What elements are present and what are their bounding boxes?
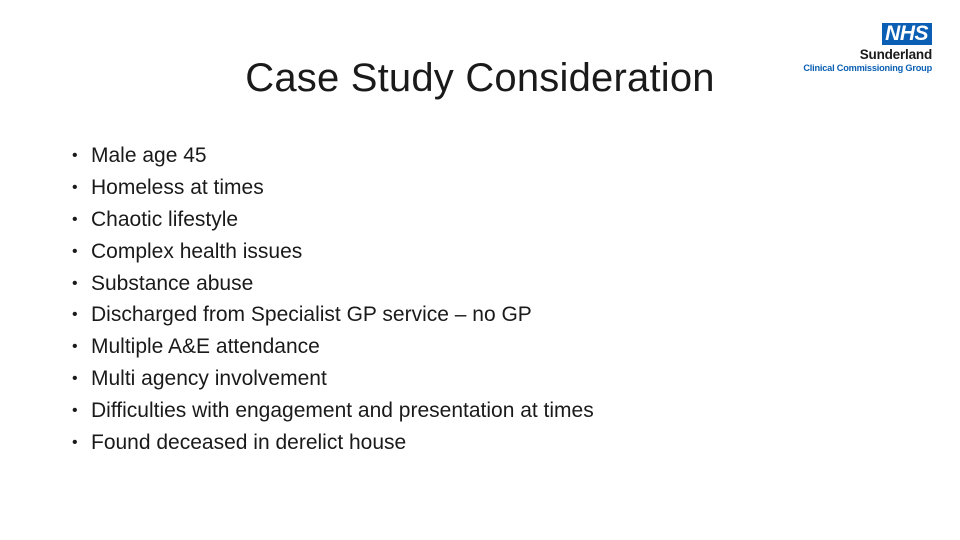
nhs-badge: NHS [882, 23, 932, 45]
bullet-text: Multi agency involvement [91, 367, 327, 391]
slide-title: Case Study Consideration [245, 56, 715, 100]
bullet-list [72, 140, 872, 459]
logo-organization: Sunderland [859, 47, 932, 62]
bullet-item [72, 395, 872, 427]
bullet-text: Difficulties with engagement and presentation at times [91, 399, 594, 423]
bullet-text: Discharged from Specialist GP service – no GP [91, 303, 532, 327]
bullet-text: Found deceased in derelict house [91, 431, 407, 455]
bullet-icon: • [72, 402, 78, 420]
bullet-icon: • [72, 242, 78, 260]
bullet-item [72, 299, 872, 331]
bullet-item [72, 140, 872, 172]
bullet-icon: • [72, 178, 78, 196]
bullet-text: Substance abuse [91, 271, 254, 295]
bullet-text: Male age 45 [91, 144, 207, 167]
bullet-item [72, 172, 872, 204]
nhs-logo [782, 23, 932, 83]
bullet-icon: • [72, 434, 78, 452]
bullet-icon: • [72, 306, 78, 324]
bullet-icon: • [72, 338, 78, 356]
bullet-text: Multiple A&E attendance [91, 335, 320, 359]
bullet-item [72, 427, 872, 459]
bullet-item [72, 204, 872, 236]
bullet-text: Homeless at times [91, 175, 264, 199]
bullet-item [72, 331, 872, 363]
bullet-icon: • [72, 210, 78, 228]
bullet-icon: • [72, 274, 78, 292]
bullet-item [72, 268, 872, 300]
bullet-icon: • [72, 147, 78, 164]
bullet-item [72, 236, 872, 268]
bullet-text: Chaotic lifestyle [91, 207, 239, 231]
bullet-text: Complex health issues [91, 239, 303, 263]
logo-subtitle: Clinical Commissioning Group [803, 63, 932, 73]
bullet-icon: • [72, 370, 78, 388]
bullet-item [72, 363, 872, 395]
